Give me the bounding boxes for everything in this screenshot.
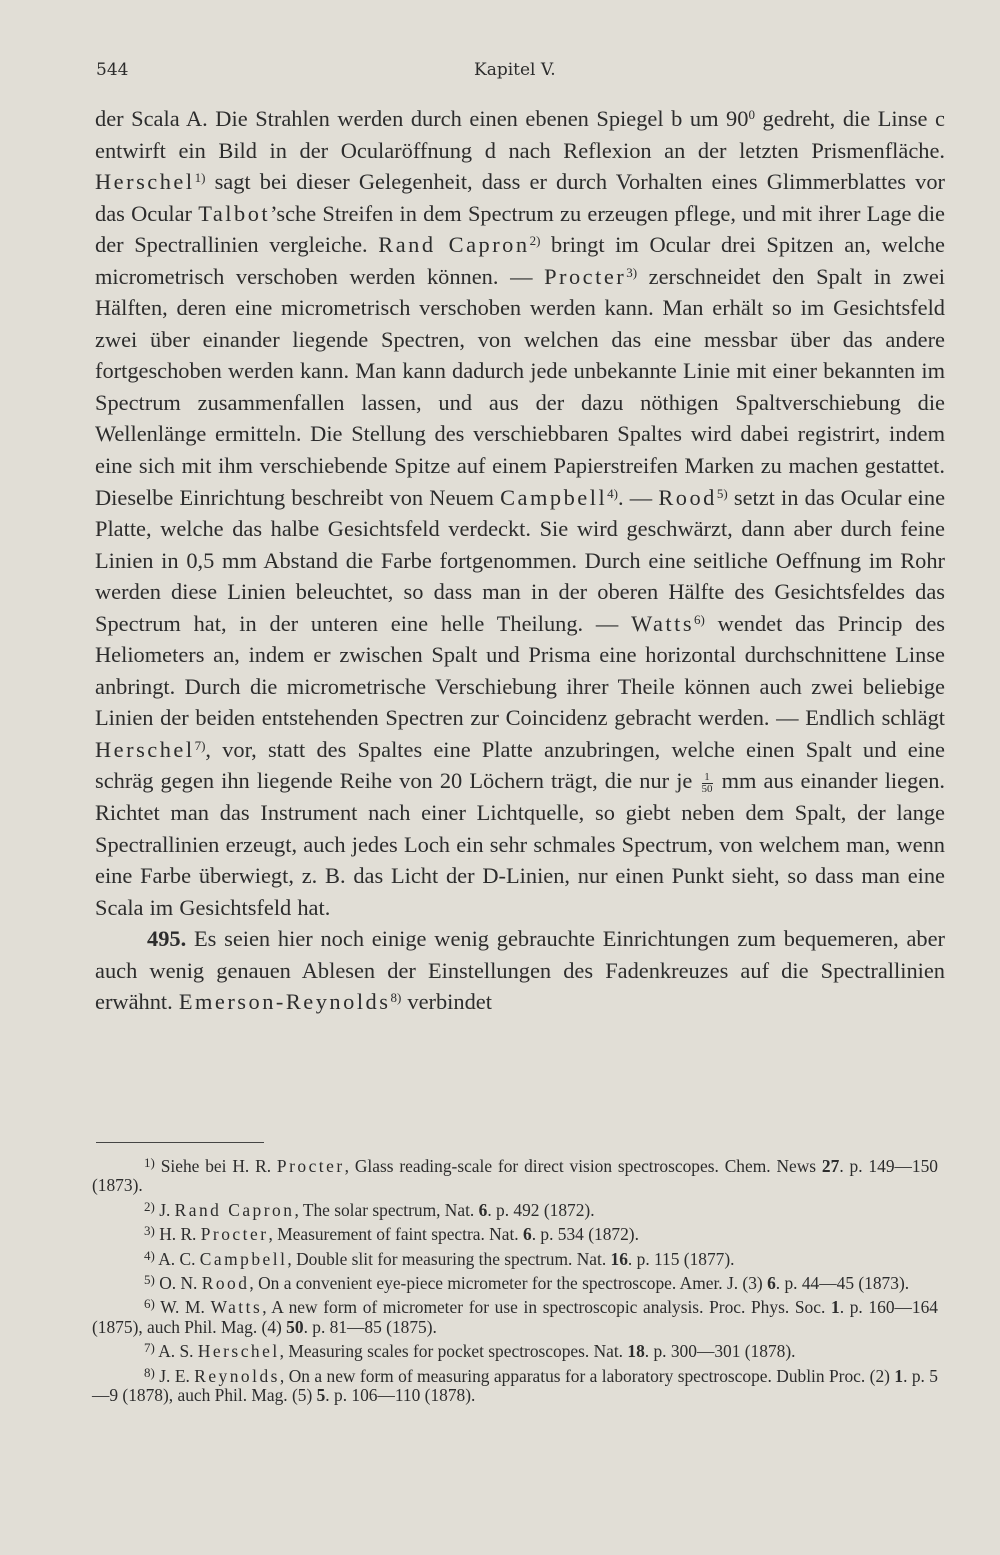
paragraph — [95, 103, 945, 923]
author-name: Procter — [276, 1156, 345, 1176]
text-run: mm aus einander liegen. Richtet man das Instrument nach einer Lichtquelle, so giebt neben dem Spalt, der lange Spectrallinien erzeugt, auch jedes Loch ein sehr schmales Spectrum, von welchem man, wenn eine Farbe überwiegt, z. B. das Licht der D-Linien, nur einen Punkt sieht, so dass man eine Scala im Gesichtsfeld hat. — [95, 768, 946, 920]
text-run: . — — [618, 484, 659, 510]
text-run: . p. 44—45 (1873). — [775, 1273, 910, 1294]
volume-number: 6 — [522, 1224, 532, 1245]
page-number: 544 — [96, 60, 129, 80]
text-run: zerschneidet den Spalt in zwei Hälften, deren eine micrometrisch verschoben werden kann. Man erhält so im Gesichtsfeld zwei über einander liegende Spectren, von welchen das eine messbar über das andere fortgeschoben werden kann. Man kann dadurch jede unbekannte Linie mit einer bekannten im Spectrum zusammenfallen lassen, und aus der dazu nöthigen Spaltverschiebung die Wellenlänge ermitteln. Die Stellung des verschiebbaren Spaltes wird dabei registrirt, indem eine sich mit ihm verschiebende Spitze auf einem Papierstreifen Marken zu machen gestattet. Dieselbe Einrichtung beschreibt von Neuem — [95, 263, 945, 510]
text-run: sagt bei dieser Gelegenheit, dass er durch Vorhalten eines Glimmerblattes vor das Ocular — [95, 169, 945, 226]
text-run: verbindet — [401, 989, 492, 1015]
text-run: Siehe bei H. R. — [160, 1156, 277, 1176]
footnotes — [92, 1157, 938, 1410]
text-run: . p. 5—9 (1878), auch Phil. Mag. (5) — [92, 1365, 938, 1406]
author-name: Procter — [200, 1224, 269, 1245]
footnote — [92, 1364, 938, 1406]
text-run: J. — [159, 1199, 175, 1220]
author-name: Procter — [544, 263, 627, 289]
footnote — [92, 1274, 938, 1293]
text-run: , Double slit for measuring the spectrum. Nat. — [287, 1248, 611, 1269]
author-name: Watts — [210, 1297, 263, 1318]
footnote-mark: 4) — [144, 1247, 155, 1263]
text-run: Es seien hier noch einige wenig gebrauchte Einrichtungen zum bequemeren, aber auch wenig genauen Ablesen der Einstellungen des Fadenkreuzes auf die Spectrallinien erwähnt. — [95, 926, 945, 1015]
volume-number: 18 — [627, 1341, 645, 1362]
author-name: Herschel — [95, 169, 195, 195]
text-run: . p. 300—301 (1878). — [644, 1341, 796, 1362]
fraction-numerator: 1 — [702, 772, 713, 784]
footnote — [92, 1342, 938, 1361]
text-run: gedreht, die Linse c entwirft ein Bild in der Ocularöffnung d nach Reflexion an der letzten Prismenfläche. — [95, 106, 945, 163]
text-run: J. E. — [159, 1365, 195, 1386]
footnote-ref: 6) — [694, 611, 705, 627]
footnote-ref: 7) — [194, 737, 206, 753]
author-name: Campbell — [500, 484, 608, 510]
text-run: , Measuring scales for pocket spectroscopes. Nat. — [279, 1341, 628, 1362]
text-run: . p. 106—110 (1878). — [325, 1385, 476, 1406]
author-name: Rood — [658, 484, 717, 510]
footnote — [92, 1225, 938, 1244]
text-run: W. M. — [160, 1297, 211, 1318]
footnote-ref: 5) — [716, 485, 728, 501]
text-run: . p. 115 (1877). — [627, 1248, 735, 1269]
section-number: 495. — [147, 926, 187, 952]
author-name: Talbot — [198, 200, 271, 226]
author-name: Rand Capron — [378, 232, 530, 258]
volume-number: 50 — [286, 1316, 304, 1337]
text-run: , Glass reading-scale for direct vision spectroscopes. Chem. News — [344, 1156, 822, 1176]
footnote-ref: 1) — [194, 170, 206, 186]
volume-number: 1 — [894, 1365, 904, 1386]
text-run: wendet das Princip des Heliometers an, indem er zwischen Spalt und Prisma eine horizontal durchschnittene Linse anbringt. Durch die micrometrische Verschiebung ihrer Theile können auch zwei beliebige Linien der beiden entstehenden Spectren zur Coincidenz gebracht werden. — Endlich schlägt — [95, 610, 946, 731]
text-run: . p. 81—85 (1875). — [303, 1316, 437, 1337]
text-run: , vor, statt des Spaltes eine Platte anzubringen, welche einen Spalt und eine schräg gegen ihn liegende Reihe von 20 Löchern trägt, die nur je — [95, 736, 945, 794]
text-run: der Scala A. Die Strahlen werden durch einen ebenen Spiegel b um 90 — [95, 106, 749, 131]
fraction-denominator: 50 — [701, 782, 713, 795]
author-name: Campbell — [199, 1248, 288, 1269]
footnote — [92, 1157, 938, 1196]
volume-number: 6 — [478, 1199, 488, 1220]
volume-number: 1 — [830, 1297, 840, 1318]
footnote-mark: 5) — [144, 1272, 155, 1288]
text-run: . p. 534 (1872). — [531, 1224, 639, 1245]
degree-mark: 0 — [748, 107, 755, 122]
text-run: , The solar spectrum, Nat. — [294, 1199, 479, 1220]
footnote-ref: 8) — [390, 990, 402, 1006]
volume-number: 6 — [767, 1273, 776, 1294]
text-run: , A new form of micrometer for use in spectroscopic analysis. Proc. Phys. Soc. — [262, 1297, 831, 1318]
fraction — [702, 772, 713, 795]
volume-number: 27 — [821, 1156, 840, 1176]
footnote — [92, 1198, 938, 1220]
author-name: Reynolds — [194, 1365, 280, 1386]
footnote-mark: 8) — [144, 1364, 155, 1380]
text-run: A. S. — [158, 1341, 198, 1362]
footnote-mark: 7) — [144, 1340, 155, 1356]
volume-number: 16 — [610, 1248, 628, 1269]
text-run: . p. 149—150 (1873). — [92, 1156, 938, 1196]
text-run: H. R. — [159, 1224, 201, 1245]
text-run: O. N. — [159, 1273, 202, 1294]
author-name: Herschel — [95, 736, 195, 762]
author-name: Rand Capron — [174, 1199, 295, 1220]
running-head — [96, 60, 946, 88]
footnote-mark: 6) — [144, 1296, 155, 1312]
volume-number: 5 — [316, 1385, 326, 1406]
author-name: Rood — [201, 1273, 250, 1294]
chapter-title: Kapitel V. — [474, 60, 556, 80]
text-run: ’sche Streifen in dem Spectrum zu erzeugen pflege, und mit ihrer Lage die der Spectrallinien vergleiche. — [95, 200, 945, 258]
author-name: Watts — [631, 610, 695, 636]
text-run: bringt im Ocular drei Spitzen an, welche micrometrisch verschoben werden können. — — [95, 232, 945, 289]
main-text — [95, 103, 945, 1018]
text-run: , On a new form of measuring apparatus for a laboratory spectroscope. Dublin Proc. (2) — [279, 1365, 895, 1386]
footnote-ref: 2) — [529, 233, 541, 249]
footnote-mark: 3) — [144, 1223, 155, 1239]
author-name: Herschel — [197, 1341, 280, 1362]
text-run: . p. 160—164 (1875), auch Phil. Mag. (4) — [92, 1297, 938, 1337]
text-run: . p. 492 (1872). — [487, 1199, 595, 1220]
footnote-ref: 4) — [607, 485, 619, 501]
text-run: , Measurement of faint spectra. Nat. — [268, 1224, 523, 1245]
text-run: , On a convenient eye-piece micrometer for the spectroscope. Amer. J. (3) — [249, 1273, 768, 1294]
footnote-mark: 1) — [144, 1155, 155, 1170]
paragraph — [95, 923, 945, 1018]
text-run: setzt in das Ocular eine Platte, welche das halbe Gesichtsfeld verdeckt. Sie wird geschwärzt, dann aber durch feine Linien in 0,5 mm Abstand die Farbe fortgenommen. Durch eine seitliche Oeffnung im Rohr werden diese Linien beleuchtet, so dass man in der oberen Hälfte des Gesichtsfeldes das Spectrum hat, in der unteren eine helle Theilung. — — [95, 484, 946, 636]
footnote-mark: 2) — [144, 1198, 155, 1214]
footnote — [92, 1298, 938, 1337]
footnote-divider — [96, 1142, 264, 1143]
footnote — [92, 1247, 938, 1269]
author-name: Emerson-Reynolds — [178, 989, 391, 1015]
footnote-ref: 3) — [626, 264, 638, 280]
text-run: A. C. — [158, 1248, 200, 1269]
